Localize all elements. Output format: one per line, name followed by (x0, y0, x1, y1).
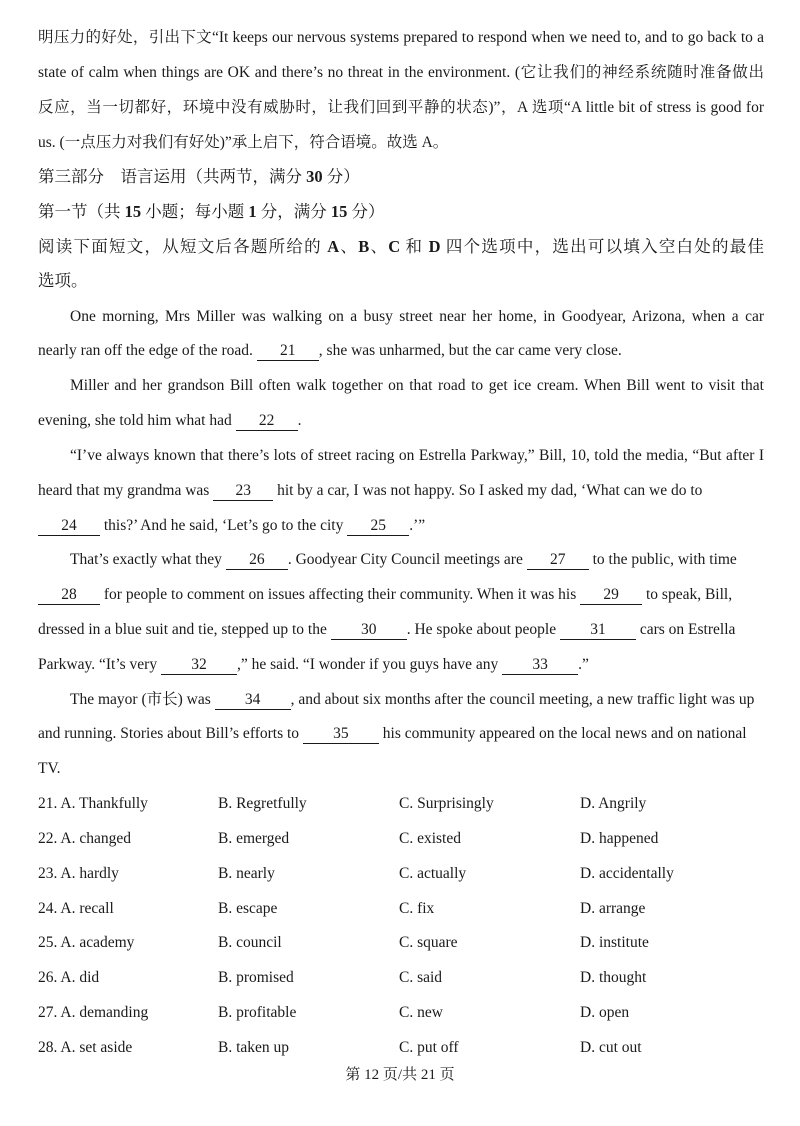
option-27-d: D. open (580, 1004, 630, 1021)
page-footer: 第 12 页/共 21 页 (345, 1067, 455, 1083)
passage-line-3: Miller and her grandson Bill often walk together on that road to get ice cream. When Bill went to visit that (70, 377, 764, 394)
option-21-b: B. Regretfully (218, 795, 307, 812)
option-24-a: 24. A. recall (38, 900, 114, 917)
passage-line-13: and running. Stories about Bill’s efforts to 35 his community appeared on the local news and on national (38, 725, 747, 742)
option-25-d: D. institute (580, 934, 649, 951)
blank-31: 31 (560, 621, 636, 640)
option-21-c: C. Surprisingly (399, 795, 494, 812)
option-21-d: D. Angrily (580, 795, 647, 812)
option-22-b: B. emerged (218, 830, 290, 847)
option-23-d: D. accidentally (580, 865, 674, 882)
option-26-b: B. promised (218, 969, 294, 986)
option-27-b: B. profitable (218, 1004, 297, 1021)
blank-32: 32 (161, 656, 237, 675)
passage-line-10: dressed in a blue suit and tie, stepped up to the 30 . He spoke about people 31 cars on Estrella (38, 621, 736, 638)
option-28-c: C. put off (399, 1039, 459, 1056)
passage-line-12: The mayor (市长) was 34 , and about six months after the council meeting, a new traffic light was up (70, 691, 755, 708)
options-row-25 (38, 932, 764, 954)
intro-line-2: state of calm when things are OK and there’s no threat in the environment. (它让我们的神经系统随时准备做出 (38, 64, 764, 81)
options-row-24 (38, 898, 764, 920)
options-row-23 (38, 863, 764, 885)
options-row-27 (38, 1002, 764, 1024)
options-row-28 (38, 1037, 764, 1059)
blank-30: 30 (331, 621, 407, 640)
option-28-d: D. cut out (580, 1039, 642, 1056)
option-24-b: B. escape (218, 900, 278, 917)
passage-line-1: One morning, Mrs Miller was walking on a busy street near her home, in Goodyear, Arizona, when a car (70, 308, 764, 325)
option-24-c: C. fix (399, 900, 435, 917)
blank-27: 27 (527, 551, 589, 570)
option-26-a: 26. A. did (38, 969, 100, 986)
option-27-c: C. new (399, 1004, 443, 1021)
blank-28: 28 (38, 586, 100, 605)
options-row-21 (38, 793, 764, 815)
option-25-c: C. square (399, 934, 458, 951)
blank-24: 24 (38, 517, 100, 536)
blank-33: 33 (502, 656, 578, 675)
intro-line-3: 反应，当一切都好，环境中没有威胁时，让我们回到平静的状态)”，A 选项“A little bit of stress is good for (38, 99, 764, 116)
option-28-b: B. taken up (218, 1039, 290, 1056)
options-row-26 (38, 967, 764, 989)
option-22-a: 22. A. changed (38, 830, 131, 847)
instructions-line-1: 阅读下面短文，从短文后各题所给的 A、B、C 和 D 四个选项中，选出可以填入空白处的最佳 (38, 237, 765, 256)
option-23-b: B. nearly (218, 865, 275, 882)
option-23-a: 23. A. hardly (38, 865, 119, 882)
passage-line-8: That’s exactly what they 26 . Goodyear City Council meetings are 27 to the public, with time (70, 551, 737, 568)
section1-heading: 第一节（共 15 小题；每小题 1 分，满分 15 分） (38, 202, 385, 221)
option-25-a: 25. A. academy (38, 934, 135, 951)
passage-line-6: heard that my grandma was 23 hit by a car, I was not happy. So I asked my dad, ‘What can we do to (38, 482, 703, 499)
passage-line-14: TV. (38, 760, 61, 777)
passage-line-9: 28 for people to comment on issues affecting their community. When it was his 29 to speak, Bill, (38, 584, 764, 606)
passage-line-7: 24 this?’ And he said, ‘Let’s go to the city 25 .’” (38, 515, 764, 537)
blank-26: 26 (226, 551, 288, 570)
instructions-line-2: 选项。 (38, 271, 88, 290)
passage-line-2: nearly ran off the edge of the road. 21 , she was unharmed, but the car came very close. (38, 342, 622, 359)
passage-line-11: Parkway. “It’s very 32 ,” he said. “I wonder if you guys have any 33 .” (38, 656, 589, 673)
option-22-d: D. happened (580, 830, 659, 847)
passage-line-4: evening, she told him what had 22 . (38, 412, 302, 429)
option-26-c: C. said (399, 969, 443, 986)
options-row-22 (38, 828, 764, 850)
option-24-d: D. arrange (580, 900, 646, 917)
intro-line-1: 明压力的好处，引出下文“It keeps our nervous systems prepared to respond when we need to, and to go back to a (38, 29, 764, 46)
blank-35: 35 (303, 725, 379, 744)
option-26-d: D. thought (580, 969, 647, 986)
passage-line-5: “I’ve always known that there’s lots of street racing on Estrella Parkway,” Bill, 10, told the media, “But after I (70, 447, 764, 464)
part3-heading: 第三部分 语言运用（共两节，满分 30 分） (38, 167, 360, 186)
option-23-c: C. actually (399, 865, 467, 882)
intro-line-4: us. (一点压力对我们有好处)”承上启下，符合语境。故选 A。 (38, 134, 449, 151)
option-27-a: 27. A. demanding (38, 1004, 149, 1021)
blank-29: 29 (580, 586, 642, 605)
option-22-c: C. existed (399, 830, 461, 847)
option-28-a: 28. A. set aside (38, 1039, 133, 1056)
blank-22: 22 (236, 412, 298, 431)
option-25-b: B. council (218, 934, 282, 951)
blank-23: 23 (213, 482, 273, 501)
blank-21: 21 (257, 342, 319, 361)
option-21-a: 21. A. Thankfully (38, 795, 148, 812)
blank-34: 34 (215, 691, 291, 710)
blank-25: 25 (347, 517, 409, 536)
